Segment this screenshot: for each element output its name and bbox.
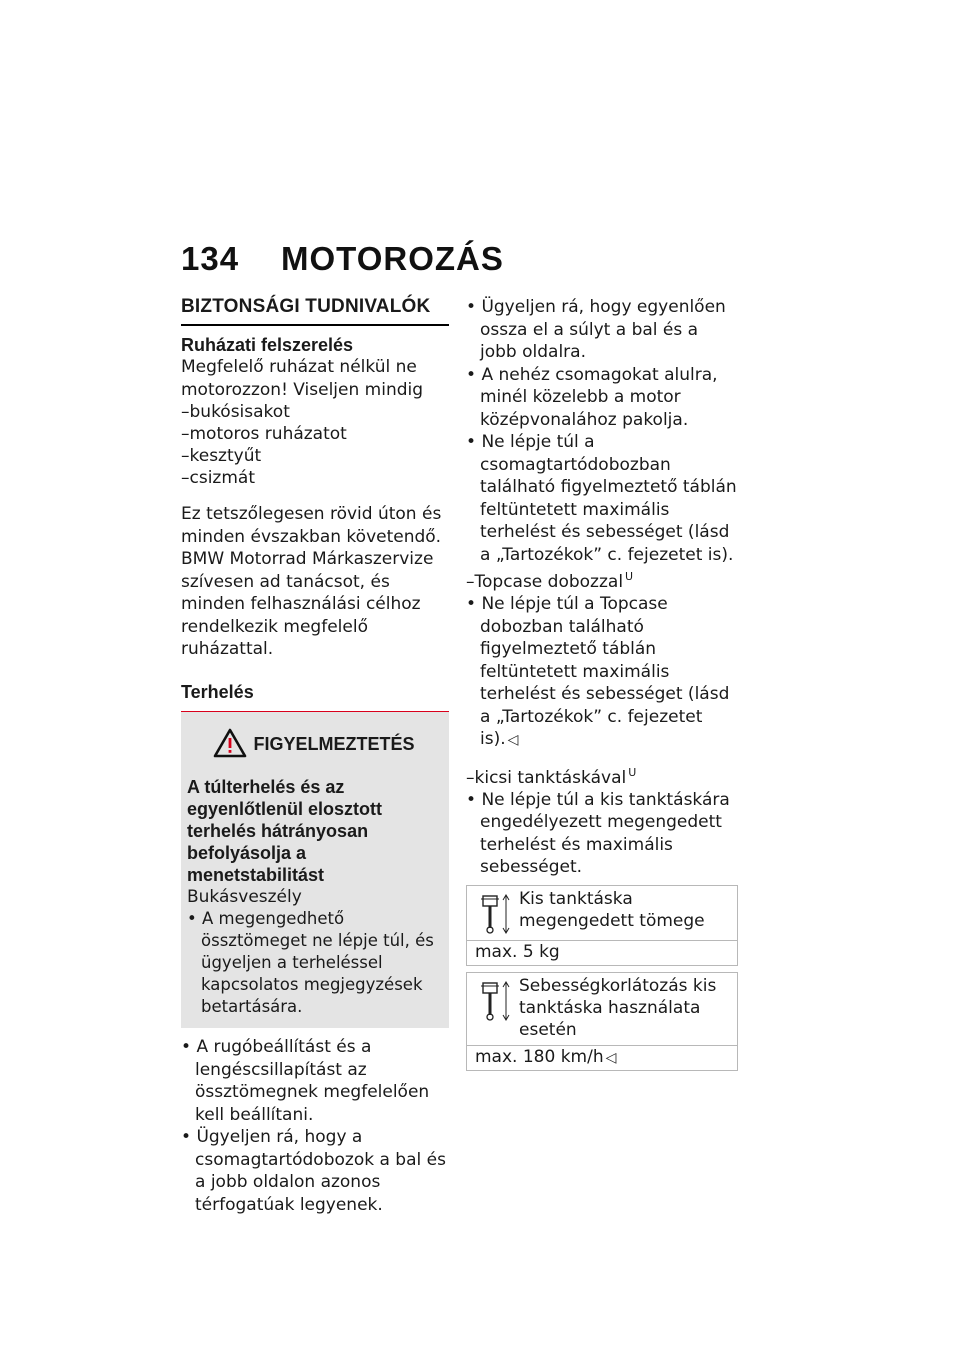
end-of-section-icon: ◁ bbox=[605, 1049, 617, 1066]
page-header bbox=[181, 240, 504, 290]
warning-title: FIGYELMEZTETÉS bbox=[253, 734, 415, 754]
table-label: Sebességkorlátozás kis tanktáska használata esetén bbox=[519, 975, 717, 1040]
list-item: • A nehéz csomagokat alulra, minél közelebb a motor középvonalához pakolja. bbox=[466, 364, 738, 432]
list-item: • A rugóbeállítást és a lengéscsillapítást az össztömegnek megfelelően kell beállítani. bbox=[181, 1036, 449, 1126]
table-value: max. 180 km/h bbox=[475, 1046, 604, 1067]
topcase-label: Topcase dobozzal bbox=[474, 572, 624, 592]
tankbag-bullets bbox=[466, 789, 738, 879]
left-column bbox=[181, 296, 449, 1216]
technical-data-icon bbox=[473, 977, 513, 1023]
tankbag-speed-table bbox=[466, 972, 738, 1071]
clothing-heading: Ruházati felszerelés bbox=[181, 335, 354, 355]
table-label: Kis tanktáska megengedett tömege bbox=[519, 888, 705, 931]
tankbag-option bbox=[466, 762, 738, 789]
list-item bbox=[466, 593, 738, 752]
table-value-cell bbox=[467, 1045, 738, 1070]
table-label-cell bbox=[467, 972, 738, 1045]
optional-accessory-mark: U bbox=[625, 570, 634, 583]
loading-bullets-right bbox=[466, 296, 738, 566]
page-number: 134 bbox=[181, 240, 240, 277]
list-item: • A megengedhető össztömeget ne lépje túl, és ügyeljen a terheléssel kapcsolatos megjegyzések betartására. bbox=[187, 908, 441, 1018]
topcase-option bbox=[466, 566, 738, 593]
list-item: • Ne lépje túl a kis tanktáskára engedélyezett megengedett terhelést és maximális sebességet. bbox=[466, 789, 738, 879]
list-item: – motoros ruházatot bbox=[181, 423, 449, 445]
loading-bullets-left bbox=[181, 1036, 449, 1216]
tankbag-weight-table bbox=[466, 885, 738, 966]
warning-bold-text: A túlterhelés és az egyenlőtlenül elosztott terhelés hátrányosan befolyásolja a menetstabilitást bbox=[187, 776, 383, 885]
warning-title-row bbox=[187, 722, 441, 768]
clothing-paragraph: Ez tetszőlegesen rövid úton és minden évszakban követendő. BMW Motorrad Márkaszervize szívesen ad tanácsot, és minden felhasználási célhoz rendelkezik megfelelő ruházattal. bbox=[181, 504, 442, 659]
end-of-section-icon: ◁ bbox=[507, 732, 519, 748]
chapter-title: MOTOROZÁS bbox=[281, 240, 504, 277]
clothing-intro: Megfelelő ruházat nélkül ne motorozzon! Viseljen mindig bbox=[181, 357, 424, 400]
technical-data-icon bbox=[473, 890, 513, 936]
table-value: max. 5 kg bbox=[467, 940, 738, 965]
option-label bbox=[466, 762, 738, 789]
section-title: BIZTONSÁGI TUDNIVALÓK bbox=[181, 296, 449, 326]
list-item: – kesztyűt bbox=[181, 445, 449, 467]
warning-bullets bbox=[187, 908, 441, 1018]
right-column bbox=[466, 296, 738, 1071]
list-item: – bukósisakot bbox=[181, 401, 449, 423]
optional-accessory-mark: U bbox=[628, 765, 637, 779]
list-item: – csizmát bbox=[181, 467, 449, 489]
loading-heading: Terhelés bbox=[181, 681, 449, 712]
list-item: • Ne lépje túl a csomagtartódobozban található figyelmeztető táblán feltüntetett maximális terhelést és sebességet (lásd a „Tartozékok” c. fejezetet is). bbox=[466, 431, 738, 566]
table-label-cell bbox=[467, 885, 738, 940]
warning-box bbox=[181, 712, 449, 1029]
list-item: • Ügyeljen rá, hogy egyenlően ossza el a súlyt a bal és a jobb oldalra. bbox=[466, 296, 738, 364]
warning-consequence: Bukásveszély bbox=[187, 886, 302, 907]
topcase-bullets bbox=[466, 593, 738, 752]
tankbag-label: kicsi tanktáskával bbox=[474, 767, 627, 788]
clothing-list bbox=[181, 401, 449, 489]
list-item: • Ügyeljen rá, hogy a csomagtartódobozok a bal és a jobb oldalon azonos térfogatúak legyenek. bbox=[181, 1126, 449, 1216]
warning-triangle-icon bbox=[213, 728, 247, 762]
topcase-bullet-text: Ne lépje túl a Topcase dobozban található figyelmeztető táblán feltüntetett maximális terhelést és sebességet (lásd a „Tartozékok” c. fejezetet is). bbox=[480, 594, 730, 749]
option-label bbox=[466, 566, 738, 593]
